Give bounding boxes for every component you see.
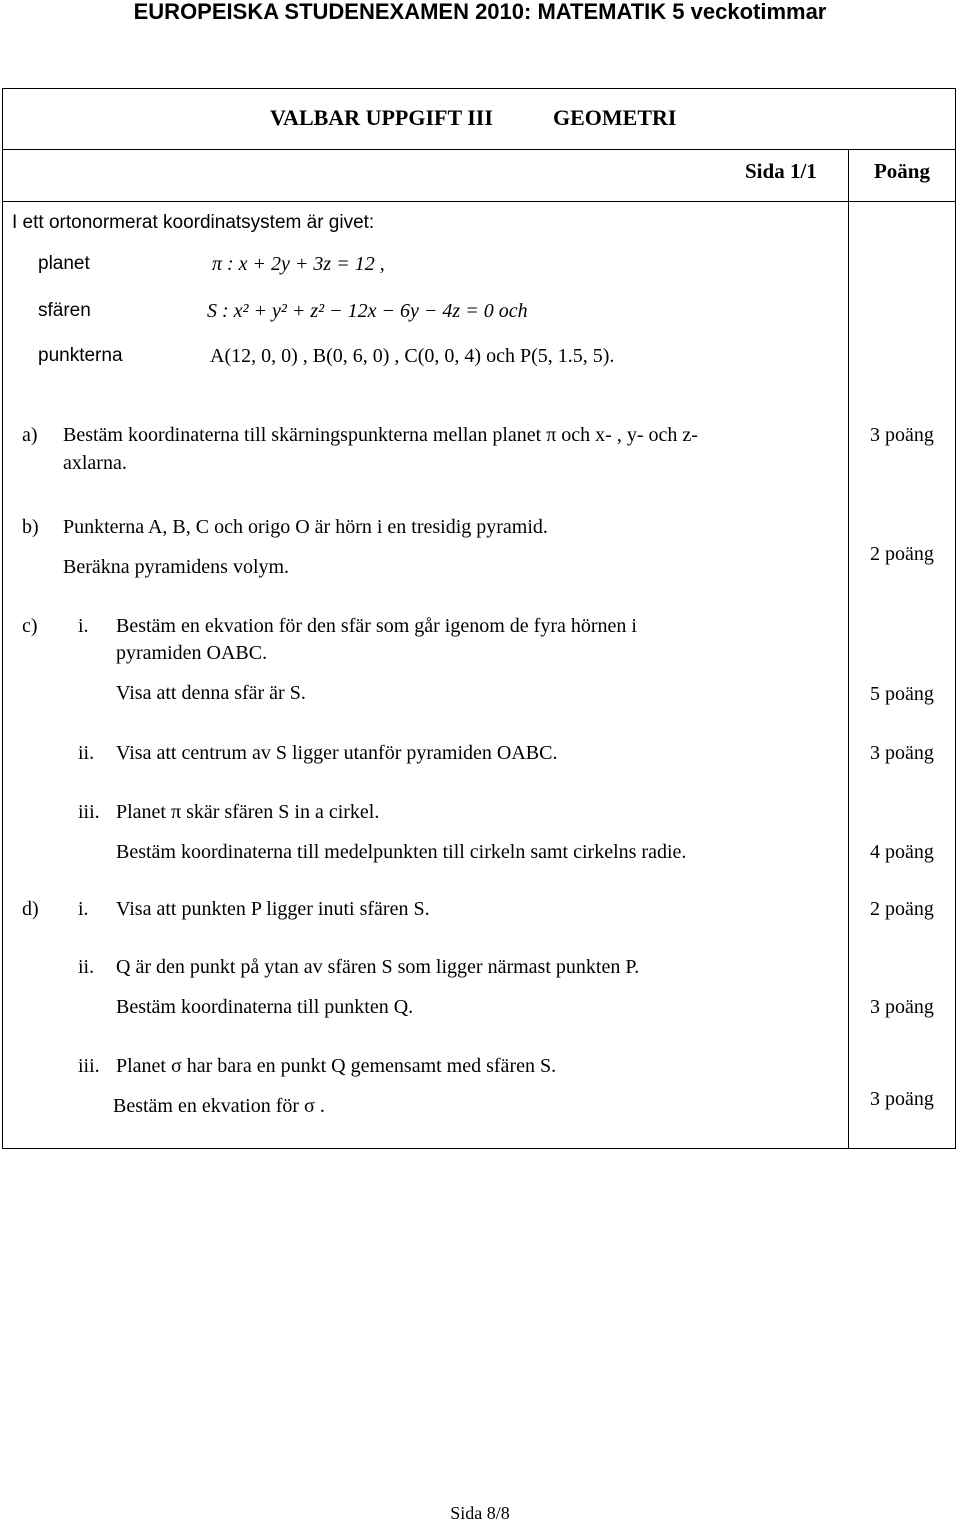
task-c-ii-line1: Visa att centrum av S ligger utanför pyramiden OABC. bbox=[116, 742, 558, 764]
task-c-iii-label: iii. bbox=[78, 801, 100, 823]
task-d-label: d) bbox=[22, 898, 39, 920]
task-b-line1: Punkterna A, B, C och origo O är hörn i en tresidig pyramid. bbox=[63, 516, 548, 538]
task-c-i-label: i. bbox=[78, 615, 89, 637]
task-c-i-line1: Bestäm en ekvation för den sfär som går igenom de fyra hörnen i bbox=[116, 615, 637, 637]
task-d-ii-line2: Bestäm koordinaterna till punkten Q. bbox=[116, 996, 414, 1018]
task-c-iii-line2: Bestäm koordinaterna till medelpunkten till cirkeln samt cirkelns radie. bbox=[116, 841, 687, 863]
given-label-plane: planet bbox=[38, 253, 90, 274]
page-indicator: Sida 1/1 bbox=[745, 159, 817, 183]
task-d-iii-label: iii. bbox=[78, 1055, 100, 1077]
task-b-label: b) bbox=[22, 516, 39, 538]
task-c-i-line2: pyramiden OABC. bbox=[116, 642, 268, 664]
task-c-ii-label: ii. bbox=[78, 742, 95, 764]
points-column-divider bbox=[848, 149, 849, 1148]
task-a-points: 3 poäng bbox=[870, 424, 934, 446]
task-d-ii-points: 3 poäng bbox=[870, 996, 934, 1018]
task-c-iii-points: 4 poäng bbox=[870, 841, 934, 863]
task-c-label: c) bbox=[22, 615, 38, 637]
task-c-ii-points: 3 poäng bbox=[870, 742, 934, 764]
document-header: EUROPEISKA STUDENEXAMEN 2010: MATEMATIK 5 veckotimmar bbox=[133, 0, 827, 24]
section-label: VALBAR UPPGIFT III bbox=[270, 105, 493, 130]
task-a-line1: Bestäm koordinaterna till skärningspunkterna mellan planet π och x- , y- och z- bbox=[63, 424, 698, 446]
page-footer: Sida 8/8 bbox=[450, 1503, 510, 1523]
task-a-line2: axlarna. bbox=[63, 452, 127, 474]
section-topic: GEOMETRI bbox=[553, 105, 677, 130]
task-d-ii-label: ii. bbox=[78, 956, 95, 978]
given-label-sphere: sfären bbox=[38, 300, 91, 321]
given-expr-points: A(12, 0, 0) , B(0, 6, 0) , C(0, 0, 4) och P(5, 1.5, 5). bbox=[210, 345, 615, 367]
task-d-i-points: 2 poäng bbox=[870, 898, 934, 920]
divider bbox=[3, 149, 955, 150]
task-d-iii-line1: Planet σ har bara en punkt Q gemensamt med sfären S. bbox=[116, 1055, 557, 1077]
task-d-iii-points: 3 poäng bbox=[870, 1088, 934, 1110]
intro-text: I ett ortonormerat koordinatsystem är givet: bbox=[12, 212, 375, 233]
task-a-label: a) bbox=[22, 424, 38, 446]
task-c-iii-line1: Planet π skär sfären S in a cirkel. bbox=[116, 801, 380, 823]
points-header: Poäng bbox=[873, 159, 930, 183]
given-expr-sphere: S : x² + y² + z² − 12x − 6y − 4z = 0 och bbox=[207, 300, 528, 322]
task-d-i-line1: Visa att punkten P ligger inuti sfären S. bbox=[116, 898, 430, 920]
given-expr-plane: π : x + 2y + 3z = 12 , bbox=[212, 253, 385, 275]
task-b-points: 2 poäng bbox=[870, 543, 934, 565]
divider bbox=[3, 201, 955, 202]
task-c-i-points: 5 poäng bbox=[870, 683, 934, 705]
task-c-i-line3: Visa att denna sfär är S. bbox=[116, 682, 306, 704]
task-d-iii-line2: Bestäm en ekvation för σ . bbox=[113, 1095, 325, 1117]
given-label-points: punkterna bbox=[38, 345, 123, 366]
task-d-ii-line1: Q är den punkt på ytan av sfären S som ligger närmast punkten P. bbox=[116, 956, 640, 978]
task-d-i-label: i. bbox=[78, 898, 89, 920]
task-b-line2: Beräkna pyramidens volym. bbox=[63, 556, 290, 578]
